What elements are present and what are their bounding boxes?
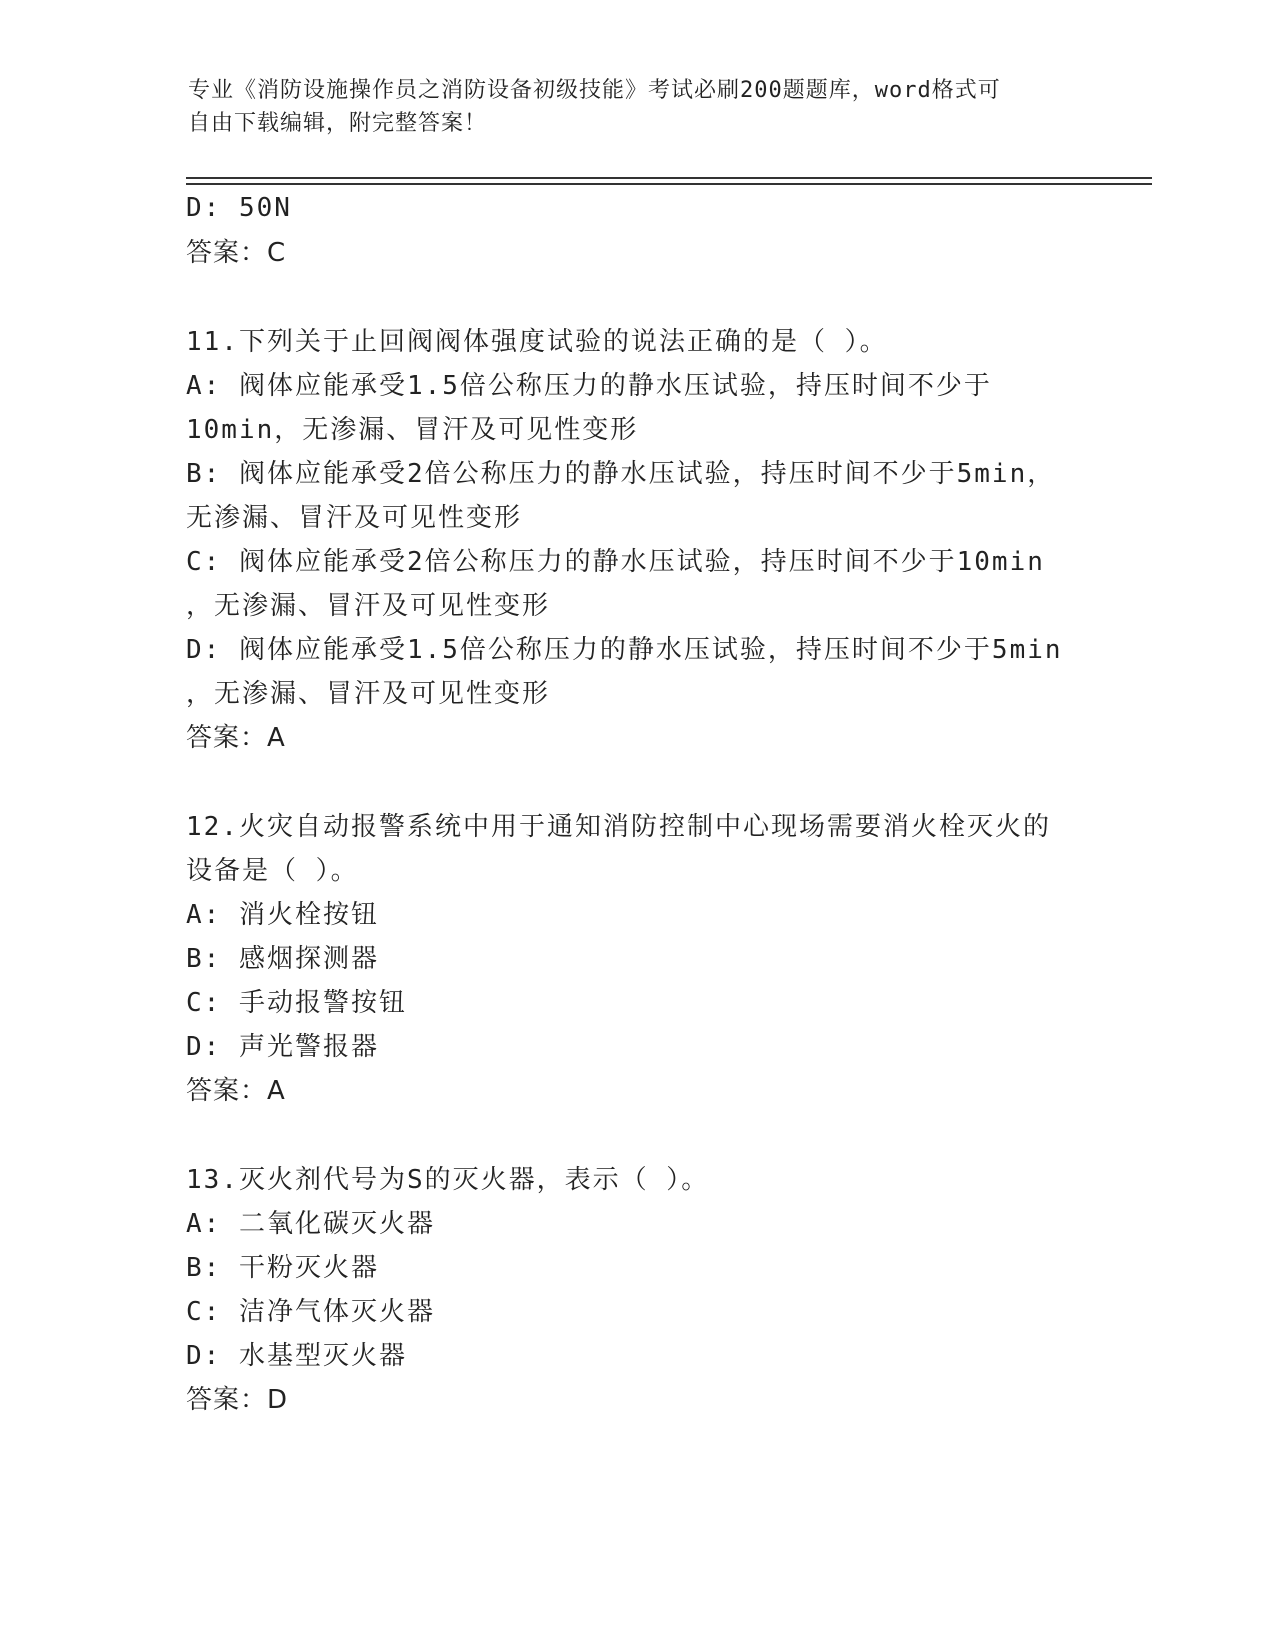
q11-answer: 答案：A xyxy=(186,723,286,753)
prev-option-d: D: 50N xyxy=(186,193,292,223)
q11-option-a-line1: A: 阀体应能承受1.5倍公称压力的静水压试验，持压时间不少于 xyxy=(186,371,992,401)
q13-option-a: A: 二氧化碳灭火器 xyxy=(186,1209,435,1239)
q12-option-d: D: 声光警报器 xyxy=(186,1032,379,1062)
q13-option-d: D: 水基型灭火器 xyxy=(186,1341,407,1371)
q11-option-a-line2: 10min，无渗漏、冒汗及可见性变形 xyxy=(186,415,639,445)
header-divider-bottom xyxy=(186,183,1152,185)
q13-answer: 答案：D xyxy=(186,1385,289,1415)
q11-option-c-line2: ，无渗漏、冒汗及可见性变形 xyxy=(186,591,551,621)
prev-answer: 答案：C xyxy=(186,238,287,268)
q12-answer: 答案：A xyxy=(186,1076,286,1106)
q11-option-d-line2: ，无渗漏、冒汗及可见性变形 xyxy=(186,679,551,709)
q11-option-c-line1: C: 阀体应能承受2倍公称压力的静水压试验，持压时间不少于10min xyxy=(186,547,1045,577)
q12-option-a: A: 消火栓按钮 xyxy=(186,900,379,930)
q12-option-b: B: 感烟探测器 xyxy=(186,944,379,974)
q11-option-d-line1: D: 阀体应能承受1.5倍公称压力的静水压试验，持压时间不少于5min xyxy=(186,635,1063,665)
q11-stem: 11.下列关于止回阀阀体强度试验的说法正确的是（ ）。 xyxy=(186,327,888,357)
q13-option-c: C: 洁净气体灭火器 xyxy=(186,1297,435,1327)
q12-stem-line1: 12.火灾自动报警系统中用于通知消防控制中心现场需要消火栓灭火的 xyxy=(186,812,1051,842)
q13-stem: 13.灭火剂代号为S的灭火器，表示（ ）。 xyxy=(186,1165,710,1195)
header-divider-top xyxy=(186,177,1152,179)
q13-option-b: B: 干粉灭火器 xyxy=(186,1253,379,1283)
document-header xyxy=(188,74,1088,140)
q11-option-b-line1: B: 阀体应能承受2倍公称压力的静水压试验，持压时间不少于5min， xyxy=(186,459,1056,489)
q12-stem-line2: 设备是（ ）。 xyxy=(186,856,359,886)
header-line-2: 自由下载编辑，附完整答案！ xyxy=(188,111,488,136)
header-line-1: 专业《消防设施操作员之消防设备初级技能》考试必刷200题题库，word格式可 xyxy=(188,78,1001,103)
q11-option-b-line2: 无渗漏、冒汗及可见性变形 xyxy=(186,503,523,533)
q12-option-c: C: 手动报警按钮 xyxy=(186,988,407,1018)
